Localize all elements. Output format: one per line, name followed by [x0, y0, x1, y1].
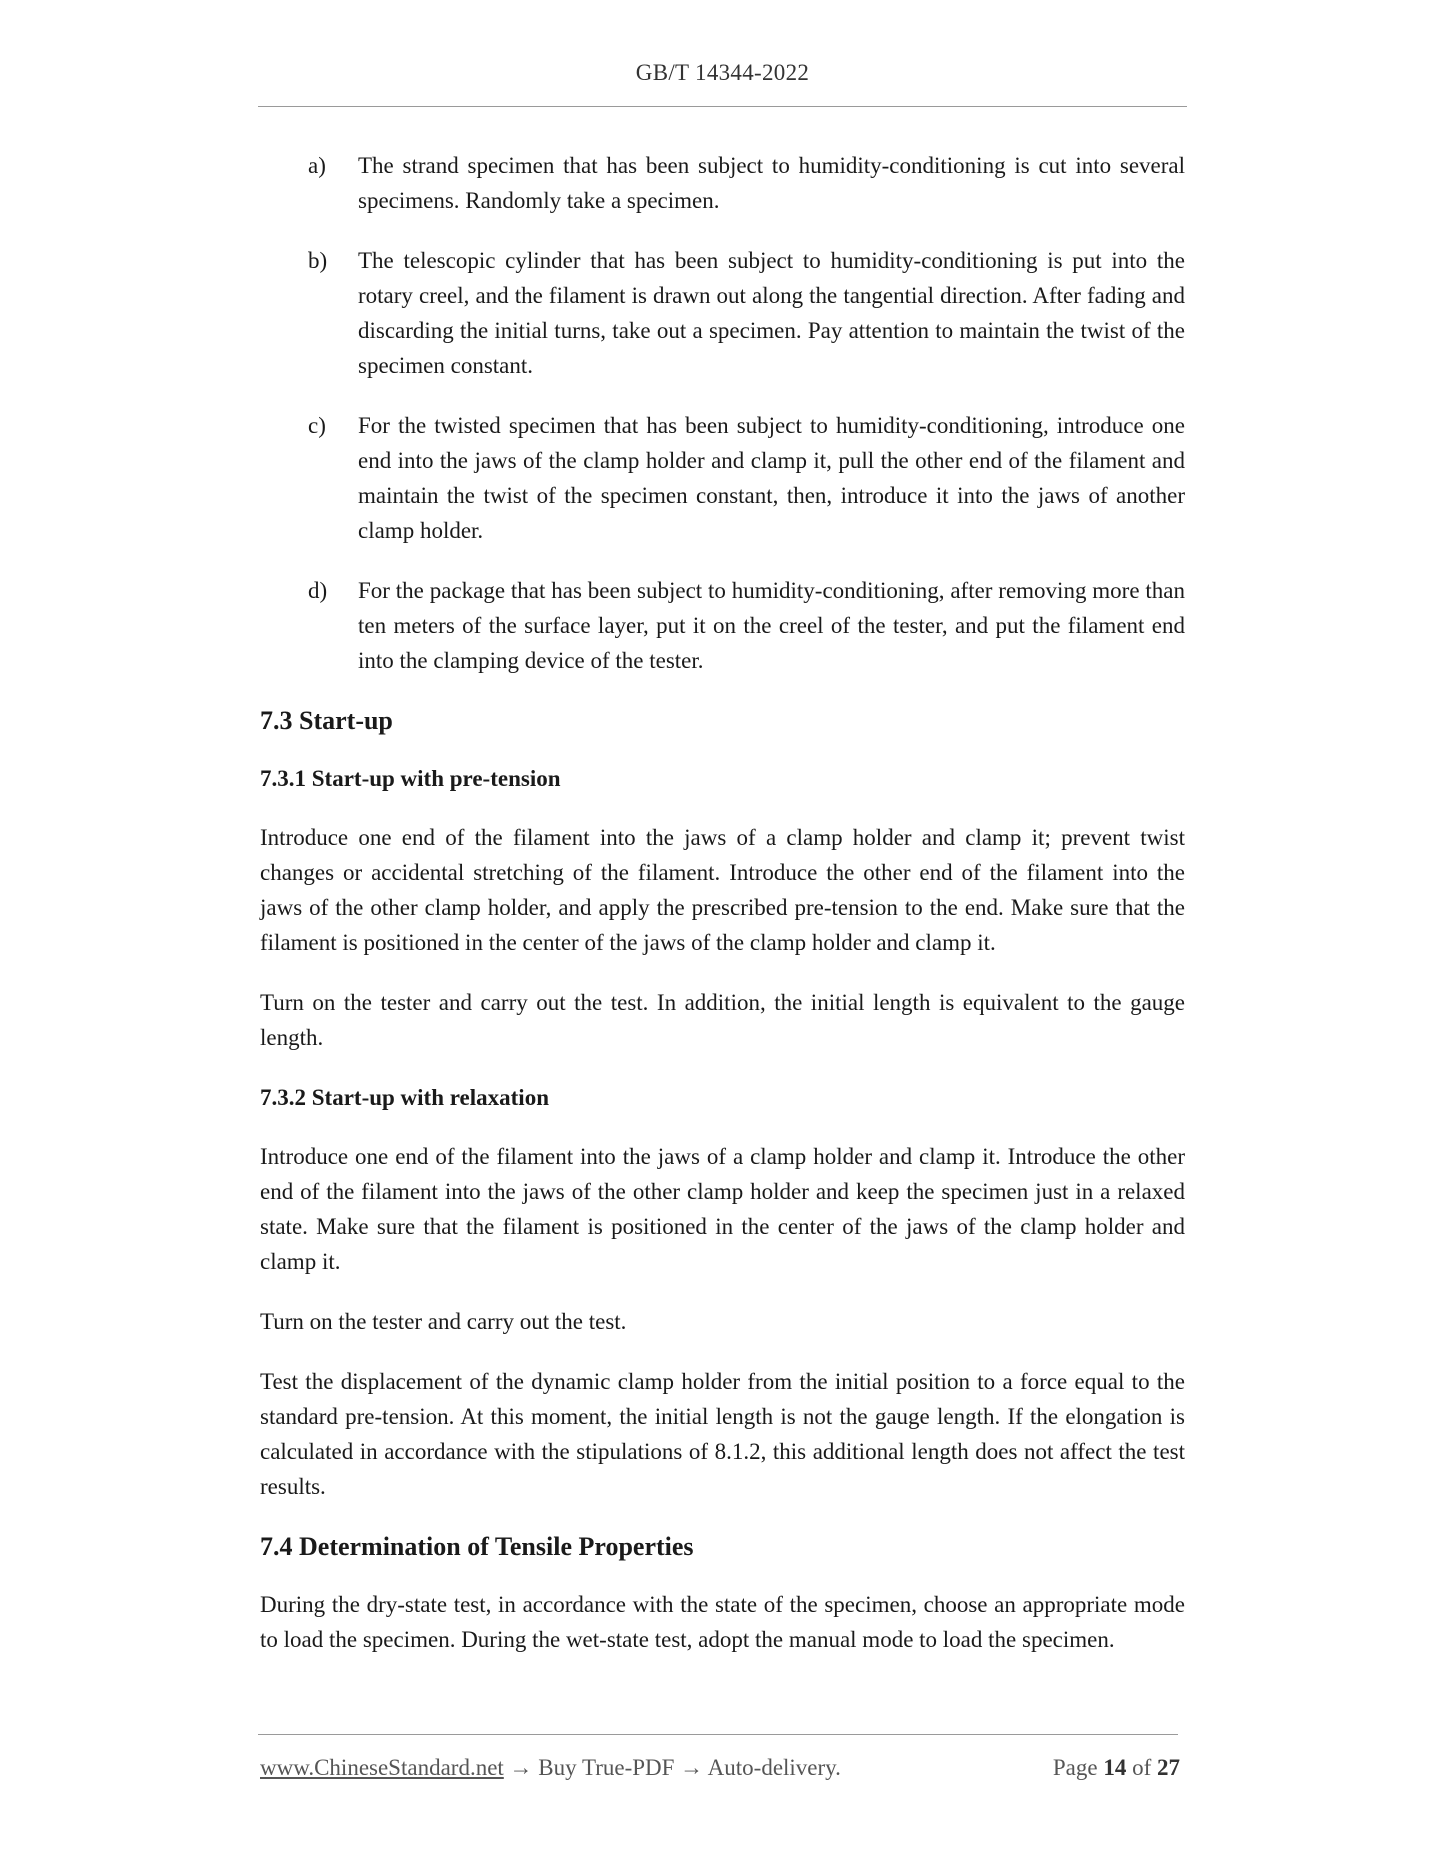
- header-divider: [258, 106, 1187, 107]
- page-label: Page: [1052, 1755, 1098, 1780]
- list-item: [260, 573, 1185, 678]
- footer-promo-text: → Buy True-PDF → Auto-delivery.: [503, 1755, 841, 1780]
- list-marker: c): [308, 413, 326, 438]
- section-7-3-2-heading: 7.3.2 Start-up with relaxation: [260, 1085, 549, 1110]
- list-marker: a): [308, 153, 326, 178]
- footer-divider: [258, 1734, 1178, 1735]
- footer-promo: [260, 1752, 841, 1784]
- paragraph: Turn on the tester and carry out the test. In addition, the initial length is equivalent to the gauge length.: [260, 990, 1185, 1050]
- page-number: [1053, 1752, 1180, 1784]
- document-header-title: GB/T 14344-2022: [635, 60, 810, 85]
- list-marker: d): [308, 578, 328, 603]
- page-total: 27: [1157, 1755, 1180, 1780]
- list-item: [260, 243, 1185, 383]
- page-current: 14: [1103, 1755, 1127, 1780]
- section-7-3-heading: 7.3 Start-up: [260, 706, 393, 735]
- paragraph: Turn on the tester and carry out the test.: [260, 1309, 627, 1334]
- paragraph: Introduce one end of the filament into the jaws of a clamp holder and clamp it. Introduce the other end of the filament into the jaws of the other clamp holder and keep the specimen just in a relaxed state. Make sure that the filament is positioned in the center of the jaws of the clamp holder and clamp it.: [260, 1144, 1185, 1274]
- page-of-label: of: [1132, 1755, 1152, 1780]
- paragraph: During the dry-state test, in accordance with the state of the specimen, choose an appropriate mode to load the specimen. During the wet-state test, adopt the manual mode to load the specimen.: [260, 1592, 1185, 1652]
- section-7-3-1-heading: 7.3.1 Start-up with pre-tension: [260, 766, 561, 791]
- page-content: [260, 148, 1185, 1682]
- list-item: [260, 408, 1185, 548]
- list-item-text: For the twisted specimen that has been subject to humidity-conditioning, introduce one end into the jaws of the clamp holder and clamp it, pull the other end of the filament and maintain the twist of the specimen constant, then, introduce it into the jaws of another clamp holder.: [358, 413, 1185, 543]
- list-item: [260, 148, 1185, 218]
- list-marker: b): [308, 248, 328, 273]
- paragraph: Introduce one end of the filament into the jaws of a clamp holder and clamp it; prevent twist changes or accidental stretching of the filament. Introduce the other end of the filament into the jaws of the other clamp holder, and apply the prescribed pre-tension to the end. Make sure that the filament is positioned in the center of the jaws of the clamp holder and clamp it.: [260, 825, 1185, 955]
- website-link[interactable]: www.ChineseStandard.net: [260, 1755, 504, 1780]
- list-item-text: The telescopic cylinder that has been subject to humidity-conditioning is put into the rotary creel, and the filament is drawn out along the tangential direction. After fading and discarding the initial turns, take out a specimen. Pay attention to maintain the twist of the specimen constant.: [358, 248, 1185, 378]
- list-item-text: For the package that has been subject to humidity-conditioning, after removing more than ten meters of the surface layer, put it on the creel of the tester, and put the filament end into the clamping device of the tester.: [358, 578, 1185, 673]
- section-7-4-heading: 7.4 Determination of Tensile Properties: [260, 1532, 694, 1561]
- list-item-text: The strand specimen that has been subject to humidity-conditioning is cut into several specimens. Randomly take a specimen.: [358, 153, 1185, 213]
- paragraph: Test the displacement of the dynamic clamp holder from the initial position to a force equal to the standard pre-tension. At this moment, the initial length is not the gauge length. If the elongation is calculated in accordance with the stipulations of 8.1.2, this additional length does not affect the test results.: [260, 1369, 1185, 1499]
